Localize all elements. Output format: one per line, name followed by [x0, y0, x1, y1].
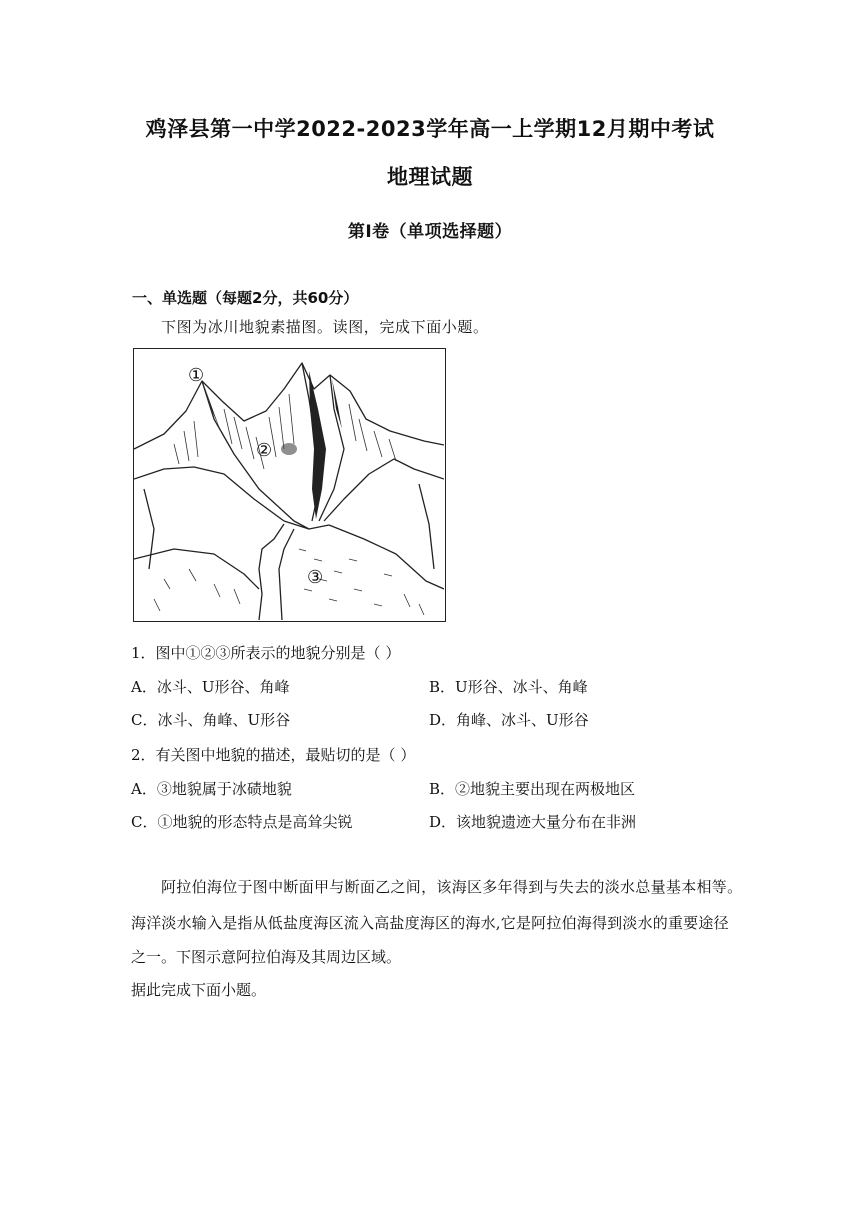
question-1-option-d: D．角峰、冰斗、U形谷 — [429, 711, 589, 729]
question-2-stem: 2．有关图中地貌的描述，最贴切的是（ ） — [131, 746, 416, 764]
label-2: ② — [256, 440, 273, 461]
question-1-stem: 1．图中①②③所表示的地貌分别是（ ） — [131, 644, 401, 662]
question-1-option-a: A．冰斗、U形谷、角峰 — [131, 678, 290, 696]
question-1-option-b: B．U形谷、冰斗、角峰 — [429, 678, 588, 696]
question-2-option-a: A．③地貌属于冰碛地貌 — [131, 780, 292, 798]
question-2-option-d: D．该地貌遗迹大量分布在非洲 — [429, 813, 637, 831]
volume-heading: 第Ⅰ卷（单项选择题） — [347, 222, 513, 242]
question-2-option-c: C．①地貌的形态特点是高耸尖锐 — [131, 813, 353, 831]
passage-line-1: 阿拉伯海位于图中断面甲与断面乙之间，该海区多年得到与失去的淡水总量基本相等。 — [161, 878, 743, 896]
passage-line-2: 海洋淡水输入是指从低盐度海区流入高盐度海区的海水,它是阿拉伯海得到淡水的重要途径 — [131, 914, 729, 932]
glacier-sketch-drawing — [134, 349, 444, 620]
intro-text: 下图为冰川地貌素描图。读图，完成下面小题。 — [161, 318, 489, 336]
label-3: ③ — [307, 567, 324, 588]
exam-title: 鸡泽县第一中学2022-2023学年高一上学期12月期中考试 — [145, 117, 715, 141]
passage-line-3: 之一。下图示意阿拉伯海及其周边区域。 — [131, 948, 402, 966]
label-1: ① — [188, 365, 205, 386]
glacier-sketch-figure — [133, 348, 446, 622]
passage-line-4: 据此完成下面小题。 — [131, 981, 267, 999]
question-2-option-b: B．②地貌主要出现在两极地区 — [429, 780, 636, 798]
section-heading: 一、单选题（每题2分，共60分） — [132, 289, 359, 307]
question-1-option-c: C．冰斗、角峰、U形谷 — [131, 711, 291, 729]
exam-subject: 地理试题 — [387, 165, 473, 189]
